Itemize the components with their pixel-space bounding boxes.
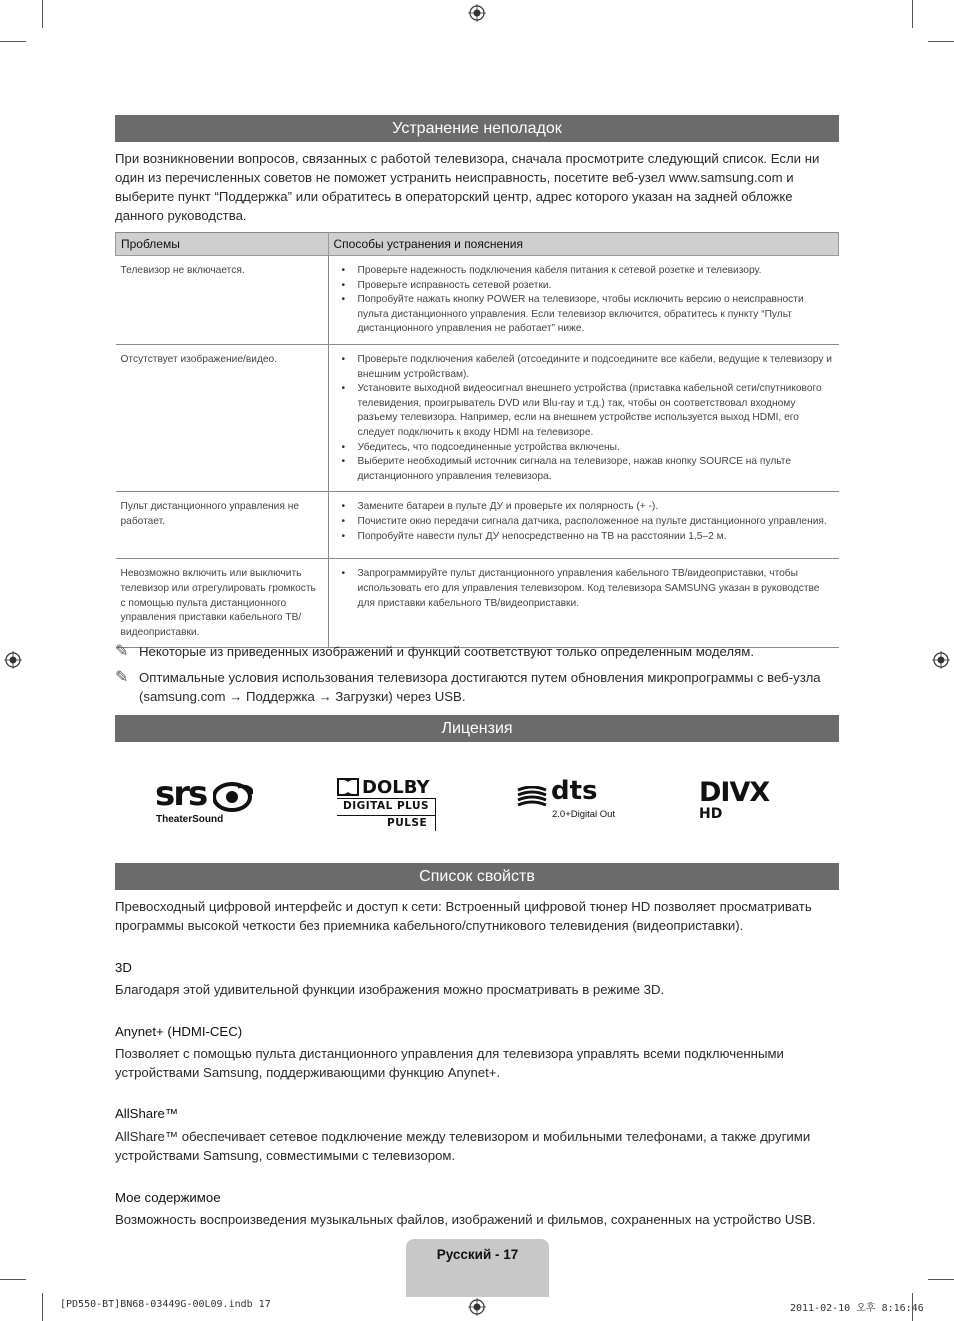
registration-mark-icon [468,4,486,22]
srs-eye-icon [213,782,253,812]
list-item: • Попробуйте нажать кнопку POWER на телевизоре, чтобы исключить версию о неисправности пульта дистанционного управления. Если телевизор включится, обратитесь к пункту “Пульт дистанционного управления не работает” ниже. [358,293,834,337]
dolby-logo-line1: DIGITAL PLUS [343,800,430,812]
section-title-troubleshooting: Устранение неполадок [115,115,839,142]
features-intro: Превосходный цифровой интерфейс и доступ к сети: Встроенный цифровой тюнер HD позволяет просматривать программы высокой четкости без приемника кабельного/спутникового телевидения (видеоприставки). [115,899,812,933]
troubleshooting-intro: При возникновении вопросов, связанных с работой телевизора, сначала просмотрите следующий список. Если ни один из перечисленных советов не поможет устранить неисправность, посетите веб-узел www.samsung.com и выберите пункт “Поддержка” или обратитесь в операторский центр, адрес которого указан на задней обложке данного руководства. [115,151,820,223]
divx-logo-text: DIVX [699,777,770,808]
dts-wave-icon [516,786,548,808]
crop-mark [928,41,954,42]
pencil-note-icon: ✎ [115,669,129,686]
registration-mark-icon [932,651,950,669]
feature-name: Мое содержимое [115,1190,221,1205]
registration-mark-icon [4,651,22,669]
crop-mark [0,1279,26,1280]
page-number-tab: Русский - 17 [406,1239,549,1297]
solution-cell [328,492,839,559]
list-item: • Проверьте исправность сетевой розетки. [358,279,834,294]
crop-mark [928,1279,954,1280]
dolby-double-d-icon [337,778,359,796]
table-row [116,256,839,345]
troubleshooting-table [115,232,839,648]
dts-logo-subtext: 2.0+Digital Out [552,809,616,820]
solution-cell [328,256,839,345]
srs-logo-subtext: TheaterSound [156,814,224,825]
list-item: • Выберите необходимый источник сигнала на телевизоре, нажав кнопку SOURCE на пульте дистанционного управления телевизора. [358,455,834,484]
dolby-logo-line2: PULSE [387,817,428,829]
registration-mark-icon [468,1298,486,1316]
list-item: • Убедитесь, что подсоединенные устройства включены. [358,441,834,456]
crop-mark [42,0,43,28]
list-item: • Попробуйте навести пульт ДУ непосредственно на ТВ на расстоянии 1,5–2 м. [358,530,834,545]
list-item: • Проверьте подключения кабелей (отсоедините и подсоедините все кабели, ведущие к телевизору и внешним устройствам). [358,353,834,382]
dolby-logo-text: DOLBY [362,777,430,798]
problem-cell: Пульт дистанционного управления не работает. [116,492,329,559]
divx-logo-subtext: HD [699,806,723,822]
srs-logo-text: srs [155,774,207,814]
divider [337,815,436,816]
list-item: • Запрограммируйте пульт дистанционного управления кабельного ТВ/видеоприставки, чтобы использовать его для управления телевизором. Код телевизора SAMSUNG указан в руководстве для приставки кабельного ТВ/видеоприставки. [358,567,834,611]
problem-cell: Невозможно включить или выключить телевизор или отрегулировать громкость с помощью пульта дистанционного управления приставки кабельного ТВ/видеоприставки. [116,559,329,648]
divx-logo [699,777,799,824]
dolby-logo [337,778,439,832]
dts-logo [516,776,621,824]
note [115,668,839,706]
solution-cell [328,344,839,491]
list-item: • Почистите окно передачи сигнала датчика, расположенное на пульте дистанционного управления. [358,515,834,530]
crop-mark [912,0,913,28]
note-text: Некоторые из приведенных изображений и функций соответствуют только определенным моделям. [139,644,754,659]
list-item: • Установите выходной видеосигнал внешнего устройства (приставка кабельной сети/спутникового телевидения, проигрыватель DVD или Blu-ray и т.д.) так, чтобы он соответствовал входному разъему телевизора. Например, если на внешнем устройстве используется выход HDMI, его следует подключить к входу HDMI на телевизоре. [358,382,834,440]
section-title-features: Список свойств [115,863,839,890]
crop-mark [42,1293,43,1321]
section-title-license: Лицензия [115,715,839,742]
feature-description: AllShare™ обеспечивает сетевое подключение между телевизором и мобильными телефонами, а также другими устройствами Samsung, совместимыми с телевизором. [115,1129,811,1163]
feature-name: 3D [115,960,132,975]
problem-cell: Телевизор не включается. [116,256,329,345]
feature-name: Anynet+ (HDMI-CEC) [115,1024,243,1039]
dts-logo-text: dts [551,776,598,806]
feature-description: Позволяет с помощью пульта дистанционного управления для телевизора управлять всеми подключенными устройствами Samsung, поддерживающими функцию Anynet+. [115,1046,784,1080]
crop-mark [0,41,26,42]
table-row [116,492,839,559]
pencil-note-icon: ✎ [115,643,129,660]
list-item: • Замените батареи в пульте ДУ и проверьте их полярность (+ -). [358,500,834,515]
feature-description: Благодаря этой удивительной функции изображения можно просматривать в режиме 3D. [115,982,665,997]
print-slug-file: [PD550-BT]BN68-03449G-00L09.indb 17 [60,1299,271,1310]
solution-cell [328,559,839,648]
column-header-problems: Проблемы [116,233,329,256]
table-row [116,559,839,648]
column-header-solutions: Способы устранения и пояснения [328,233,839,256]
note [115,642,839,661]
list-item: • Проверьте надежность подключения кабеля питания к сетевой розетке и телевизору. [358,264,834,279]
table-row [116,344,839,491]
note-text: Оптимальные условия использования телевизора достигаются путем обновления микропрограммы с веб-узла (samsung.com → Поддержка → Загрузки) через USB. [139,670,821,704]
feature-name: AllShare™ [115,1106,179,1121]
divider [337,798,436,799]
print-slug-date: 2011-02-10 오후 8:16:46 [790,1303,924,1314]
feature-description: Возможность воспроизведения музыкальных файлов, изображений и фильмов, сохраненных на устройство USB. [115,1212,816,1227]
problem-cell: Отсутствует изображение/видео. [116,344,329,491]
srs-logo [155,774,260,828]
